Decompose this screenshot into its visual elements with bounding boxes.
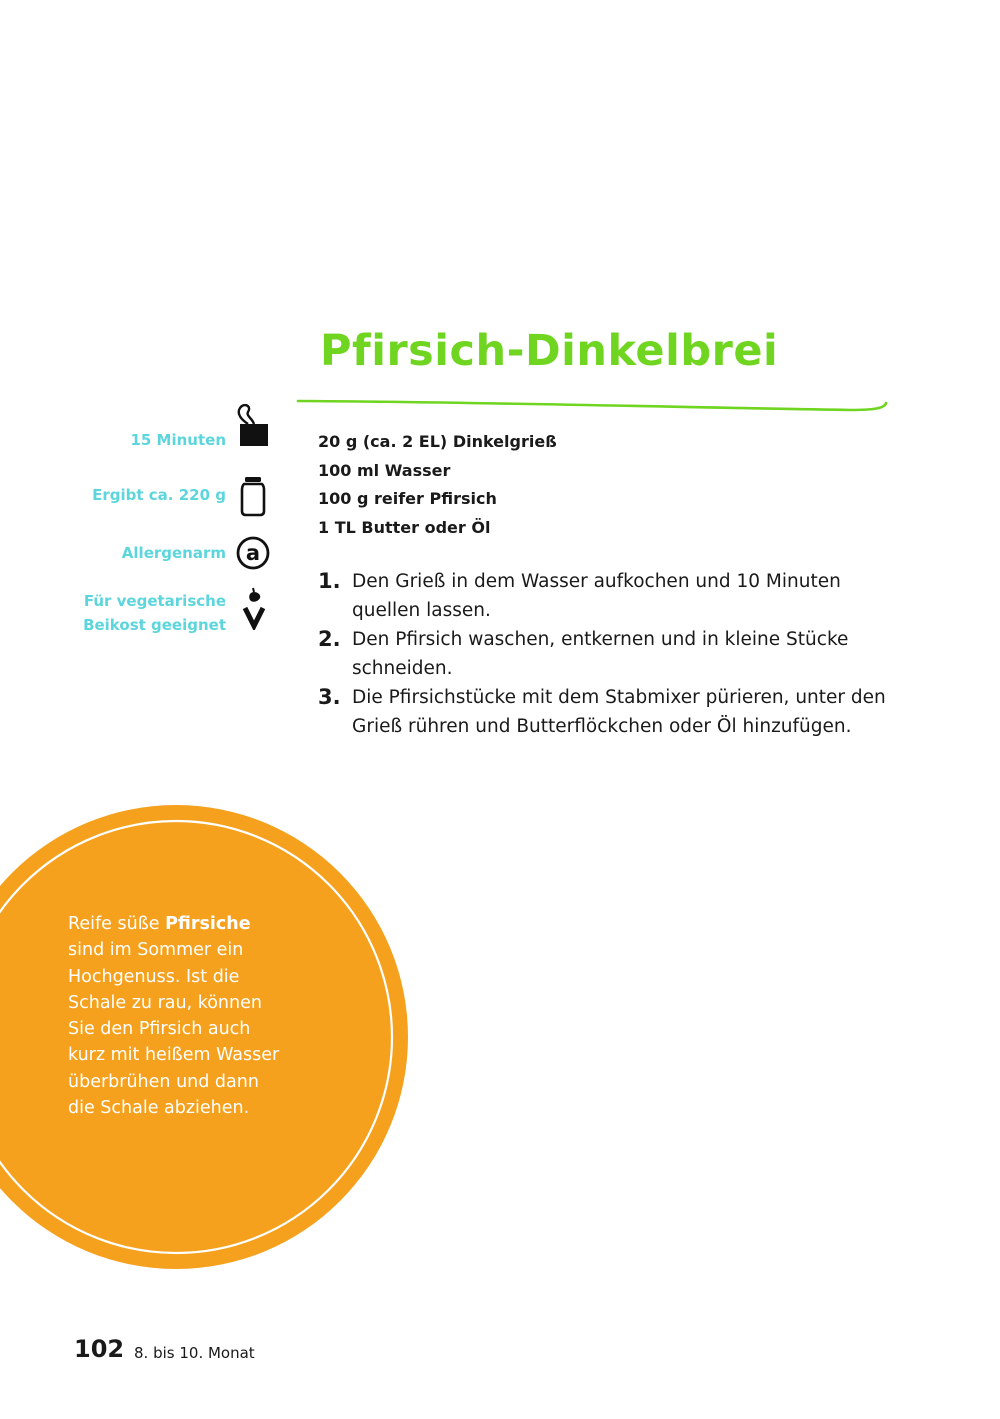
step-text: Die Pfirsichstücke mit dem Stabmixer pürieren, unter den Grieß rühren und Butterflöckchen oder Öl hinzufügen.: [352, 687, 886, 737]
meta-yield-label: Ergibt ca. 220 g: [92, 486, 226, 504]
meta-vegetarian-line2: Beikost geeignet: [83, 616, 226, 634]
step-number: 2.: [318, 627, 341, 651]
svg-text:a: a: [245, 541, 261, 565]
step-text: Den Pfirsich waschen, entkernen und in kleine Stücke schneiden.: [352, 629, 849, 679]
ingredient-item: 20 g (ca. 2 EL) Dinkelgrieß: [318, 432, 557, 451]
page-number: 102: [74, 1335, 125, 1363]
tip-text-before: Reife süße: [68, 914, 166, 934]
step-number: 3.: [318, 685, 341, 709]
tip-text-highlight: Pfirsiche: [165, 914, 251, 934]
ingredient-item: 100 ml Wasser: [318, 460, 451, 480]
step-text: Den Grieß in dem Wasser aufkochen und 10 Minuten quellen lassen.: [352, 571, 841, 621]
meta-time-label: 15 Minuten: [130, 431, 226, 449]
tip-text: [68, 911, 288, 1121]
ingredient-item: 100 g reifer Pfirsich: [318, 489, 497, 508]
ingredient-item: 1 TL Butter oder Öl: [318, 517, 491, 537]
recipe-title: Pfirsich-Dinkelbrei: [320, 326, 779, 376]
meta-vegetarian-line1: Für vegetarische: [83, 592, 226, 610]
tip-text-after: sind im Sommer ein Hochgenuss. Ist die Schale zu rau, können Sie den Pfirsich auch kurz mit heißem Wasser überbrühen und dann die Schale abziehen.: [68, 940, 280, 1119]
chapter-label: 8. bis 10. Monat: [134, 1344, 255, 1362]
meta-allergen-label: Allergenarm: [121, 544, 226, 562]
step-number: 1.: [318, 569, 341, 593]
